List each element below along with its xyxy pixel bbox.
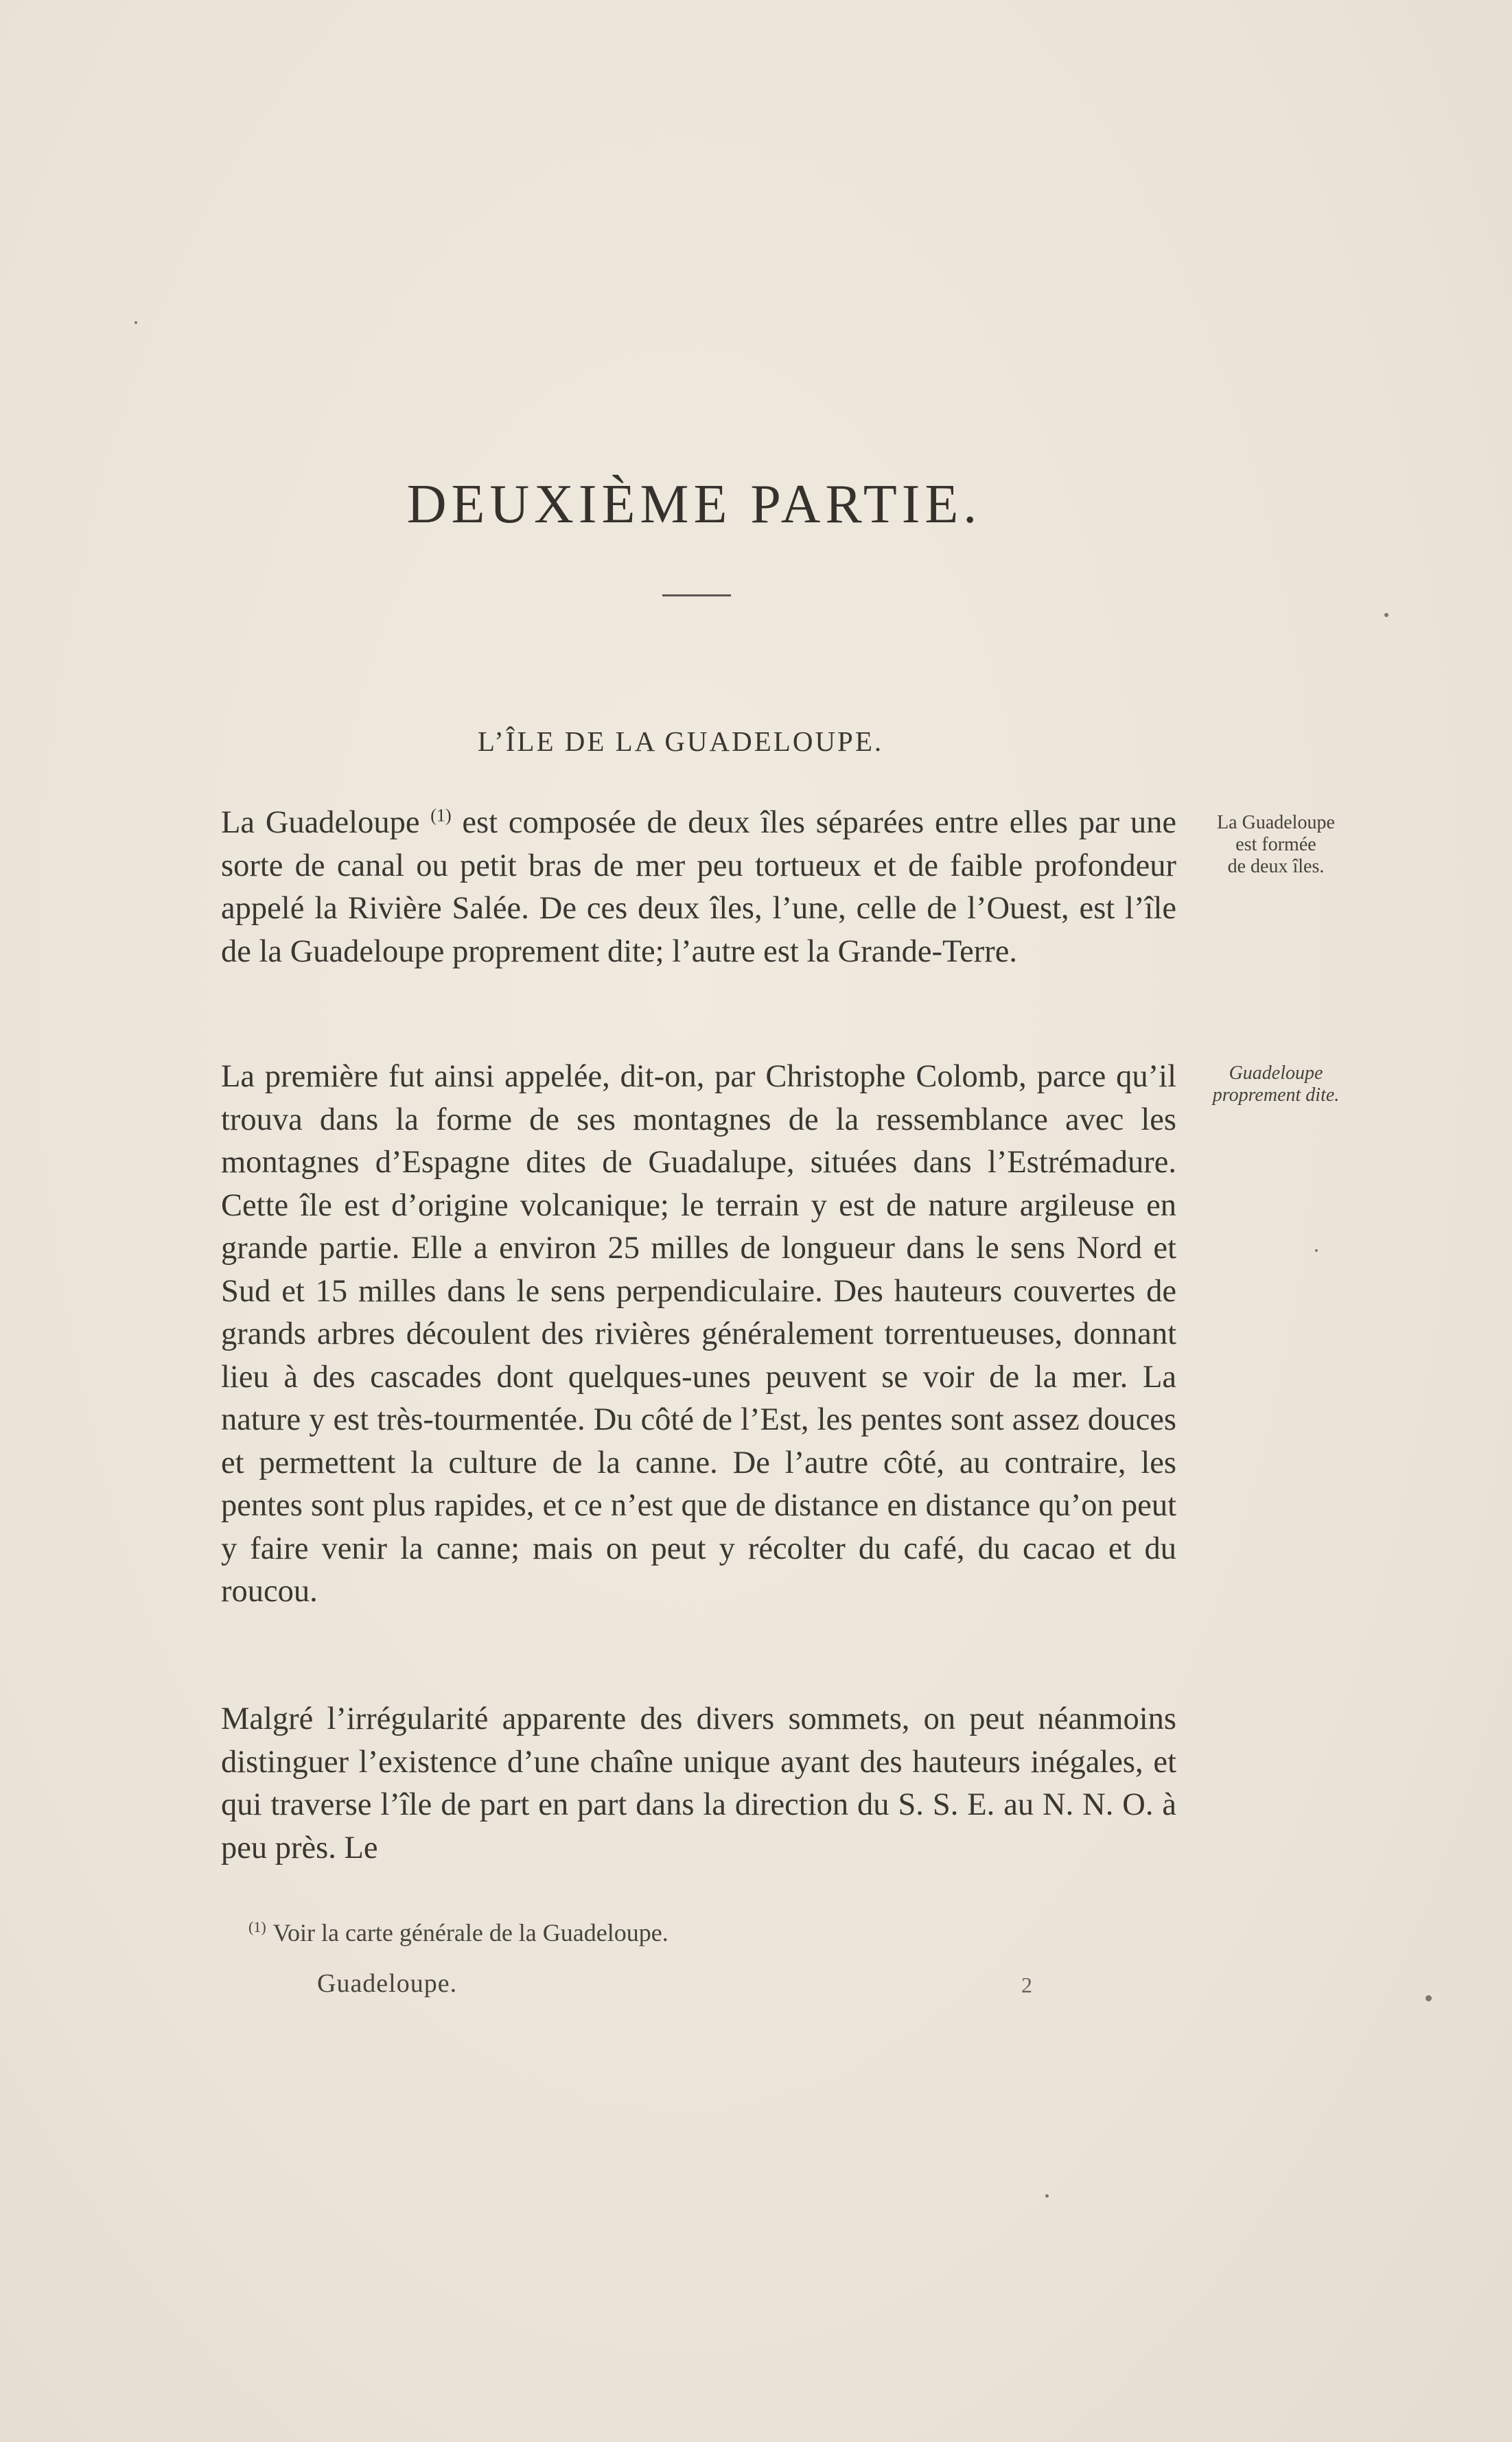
margin-note-line: La Guadeloupe: [1217, 812, 1335, 833]
footnote: [248, 1918, 668, 1948]
footnote-text: Voir la carte générale de la Guadeloupe.: [272, 1919, 668, 1946]
margin-note-line: Guadeloupe: [1229, 1062, 1323, 1084]
paragraph-2: La première fut ainsi appelée, dit-on, par Christophe Colomb, parce qu’il trouva dans la forme de ses montagnes de la ressemblance avec les montagnes d’Espagne dites de Guadalupe, situées dans l’Estrémadure. Cette île est d’origine volcanique; le terrain y est de nature argileuse en grande partie. Elle a environ 25 milles de longueur dans le sens Nord et Sud et 15 milles dans le sens perpendiculaire. Des hauteurs couvertes de grands arbres découlent des rivières généralement torrentueuses, donnant lieu à des cascades dont quelques-unes peuvent se voir de la mer. La nature y est très-tourmentée. Du côté de l’Est, les pentes sont assez douces et permettent la culture de la canne. De l’autre côté, au contraire, les pentes sont plus rapides, et ce n’est que de distance en distance qu’on peut y faire venir la canne; mais on peut y récolter du café, du cacao et du roucou.: [221, 1059, 1176, 1609]
paper-speck: [1384, 613, 1388, 617]
footnote-mark: (1): [248, 1918, 266, 1935]
margin-note-line: proprement dite.: [1212, 1084, 1340, 1106]
paper-speck: [135, 321, 137, 324]
paragraph-3: Malgré l’irrégularité apparente des divers sommets, on peut néanmoins distinguer l’existence d’une chaîne unique ayant des hauteurs inégales, et qui traverse l’île de part en part dans la direction du S. S. E. au N. N. O. à peu près. Le: [221, 1701, 1176, 1865]
margin-note-1: [1186, 812, 1366, 878]
paper-speck: [1315, 1249, 1318, 1252]
paper-speck: [1045, 2194, 1049, 2198]
signature-number: 2: [1021, 1973, 1032, 1997]
paragraph-1-start: La Guadeloupe: [221, 805, 431, 840]
title-rule: [662, 594, 731, 596]
footnote-reference: (1): [430, 805, 452, 826]
signature-label: Guadeloupe.: [317, 1969, 458, 1998]
margin-note-2: [1186, 1062, 1366, 1106]
margin-note-line: de deux îles.: [1227, 856, 1325, 877]
section-title: L’ÎLE DE LA GUADELOUPE.: [477, 725, 884, 757]
paragraph-1-rest: est composée de deux îles séparées entre elles par une sorte de canal ou petit bras de mer peu tortueux et de faible profondeur appelé la Rivière Salée. De ces deux îles, l’une, celle de l’Ouest, est l’île de la Guadeloupe proprement dite; l’autre est la Grande-Terre.: [221, 805, 1176, 969]
part-title: DEUXIÈME PARTIE.: [406, 474, 982, 535]
paper-speck: [1426, 1995, 1432, 2001]
paragraph-1: [221, 802, 1176, 973]
margin-note-line: est formée: [1235, 834, 1316, 855]
